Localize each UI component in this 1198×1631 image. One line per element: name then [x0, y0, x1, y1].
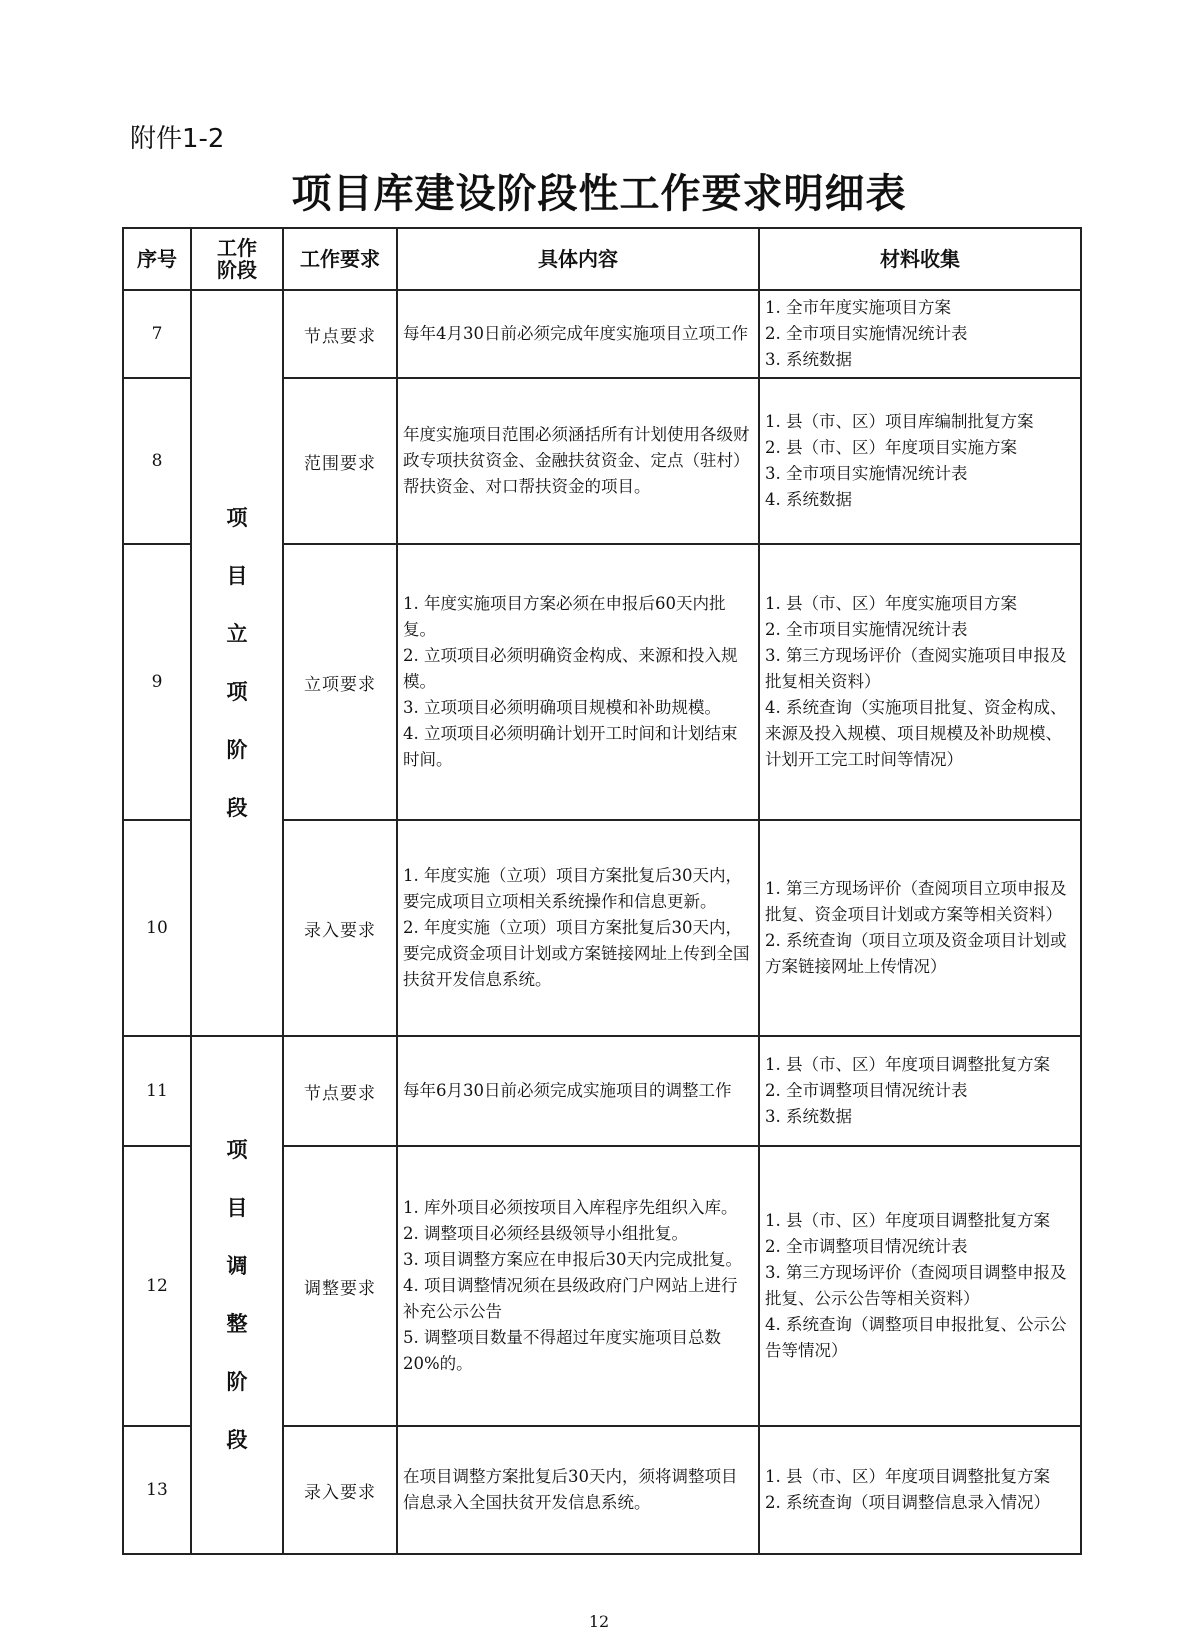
row-material [759, 820, 1081, 1036]
row-material [759, 378, 1081, 544]
row-content [397, 1426, 759, 1554]
material-line: 2. 系统查询（项目调整信息录入情况） [765, 1493, 1050, 1512]
header-seq: 序号 [123, 228, 191, 290]
row-requirement: 节点要求 [283, 290, 397, 378]
row-seq: 8 [123, 378, 191, 544]
material-line: 1. 县（市、区）年度实施项目方案 [765, 594, 1017, 613]
table-header-row [123, 228, 1081, 290]
row-requirement: 调整要求 [283, 1146, 397, 1426]
stage-char: 项 [226, 506, 248, 530]
page-title: 项目库建设阶段性工作要求明细表 [291, 171, 907, 217]
row-content [397, 378, 759, 544]
header-material: 材料收集 [759, 228, 1081, 290]
header-content: 具体内容 [397, 228, 759, 290]
row-material [759, 544, 1081, 820]
row-requirement: 节点要求 [283, 1036, 397, 1146]
content-line: 5. 调整项目数量不得超过年度实施项目总数20%的。 [403, 1328, 721, 1373]
content-line: 3. 立项项目必须明确项目规模和补助规模。 [403, 698, 721, 717]
header-requirement: 工作要求 [283, 228, 397, 290]
material-line: 1. 县（市、区）年度项目调整批复方案 [765, 1467, 1050, 1486]
row-seq: 11 [123, 1036, 191, 1146]
content-line: 4. 立项项目必须明确计划开工时间和计划结束时间。 [403, 724, 738, 769]
stage-char: 目 [226, 564, 248, 588]
row-content [397, 544, 759, 820]
requirements-table [122, 227, 1082, 1555]
material-line: 3. 第三方现场评价（查阅实施项目申报及批复相关资料） [765, 646, 1067, 691]
header-stage [191, 228, 283, 290]
row-seq: 9 [123, 544, 191, 820]
material-line: 1. 第三方现场评价（查阅项目立项申报及批复、资金项目计划或方案等相关资料） [765, 879, 1067, 924]
material-line: 2. 系统查询（项目立项及资金项目计划或方案链接网址上传情况） [765, 931, 1067, 976]
stage-char: 立 [226, 622, 248, 646]
row-material [759, 1426, 1081, 1554]
content-line: 1. 年度实施项目方案必须在申报后60天内批复。 [403, 594, 726, 639]
row-seq: 12 [123, 1146, 191, 1426]
table-row [123, 290, 1081, 378]
material-line: 3. 系统数据 [765, 350, 852, 369]
content-line: 1. 库外项目必须按项目入库程序先组织入库。 [403, 1198, 738, 1217]
stage-char: 调 [226, 1254, 248, 1278]
row-material [759, 1036, 1081, 1146]
stage-char: 项 [226, 1138, 248, 1162]
row-requirement: 范围要求 [283, 378, 397, 544]
content-line: 每年4月30日前必须完成年度实施项目立项工作 [403, 324, 748, 343]
material-line: 4. 系统数据 [765, 490, 852, 509]
content-line: 每年6月30日前必须完成实施项目的调整工作 [403, 1081, 732, 1100]
material-line: 1. 全市年度实施项目方案 [765, 298, 951, 317]
content-line: 4. 项目调整情况须在县级政府门户网站上进行补充公示公告 [403, 1276, 738, 1321]
stage-char: 阶 [226, 738, 248, 762]
row-material [759, 290, 1081, 378]
material-line: 2. 县（市、区）年度项目实施方案 [765, 438, 1017, 457]
stage-char: 阶 [226, 1370, 248, 1394]
material-line: 2. 全市调整项目情况统计表 [765, 1237, 968, 1256]
content-line: 在项目调整方案批复后30天内，须将调整项目信息录入全国扶贫开发信息系统。 [403, 1467, 738, 1512]
material-line: 1. 县（市、区）年度项目调整批复方案 [765, 1055, 1050, 1074]
content-line: 2. 立项项目必须明确资金构成、来源和投入规模。 [403, 646, 738, 691]
table-row [123, 1036, 1081, 1146]
row-requirement: 录入要求 [283, 820, 397, 1036]
row-requirement: 录入要求 [283, 1426, 397, 1554]
row-content [397, 820, 759, 1036]
row-seq: 13 [123, 1426, 191, 1554]
material-line: 2. 全市调整项目情况统计表 [765, 1081, 968, 1100]
page-number: 12 [588, 1612, 610, 1631]
stage-project-adjustment [191, 1036, 283, 1554]
row-material [759, 1146, 1081, 1426]
attachment-label: 附件1-2 [130, 124, 225, 154]
material-line: 2. 全市项目实施情况统计表 [765, 620, 968, 639]
content-line: 年度实施项目范围必须涵括所有计划使用各级财政专项扶贫资金、金融扶贫资金、定点（驻村）帮扶资金、对口帮扶资金的项目。 [403, 425, 750, 496]
row-content [397, 1036, 759, 1146]
material-line: 4. 系统查询（实施项目批复、资金构成、来源及投入规模、项目规模及补助规模、计划开工完工时间等情况） [765, 698, 1067, 769]
stage-char: 整 [226, 1312, 248, 1336]
row-content [397, 1146, 759, 1426]
material-line: 1. 县（市、区）项目库编制批复方案 [765, 412, 1034, 431]
row-seq: 10 [123, 820, 191, 1036]
content-line: 2. 调整项目必须经县级领导小组批复。 [403, 1224, 688, 1243]
material-line: 3. 全市项目实施情况统计表 [765, 464, 968, 483]
content-line: 2. 年度实施（立项）项目方案批复后30天内，要完成资金项目计划或方案链接网址上传到全国扶贫开发信息系统。 [403, 918, 750, 989]
material-line: 4. 系统查询（调整项目申报批复、公示公告等情况） [765, 1315, 1067, 1360]
row-requirement: 立项要求 [283, 544, 397, 820]
material-line: 3. 系统数据 [765, 1107, 852, 1126]
header-stage-line2: 阶段 [217, 258, 257, 282]
material-line: 2. 全市项目实施情况统计表 [765, 324, 968, 343]
header-stage-line1: 工作 [217, 236, 257, 260]
content-line: 3. 项目调整方案应在申报后30天内完成批复。 [403, 1250, 742, 1269]
stage-char: 段 [226, 796, 248, 820]
stage-char: 项 [226, 680, 248, 704]
row-content [397, 290, 759, 378]
stage-project-approval [191, 290, 283, 1036]
material-line: 3. 第三方现场评价（查阅项目调整申报及批复、公示公告等相关资料） [765, 1263, 1067, 1308]
stage-char: 段 [226, 1428, 248, 1452]
material-line: 1. 县（市、区）年度项目调整批复方案 [765, 1211, 1050, 1230]
content-line: 1. 年度实施（立项）项目方案批复后30天内，要完成项目立项相关系统操作和信息更新。 [403, 866, 742, 911]
stage-char: 目 [226, 1196, 248, 1220]
row-seq: 7 [123, 290, 191, 378]
